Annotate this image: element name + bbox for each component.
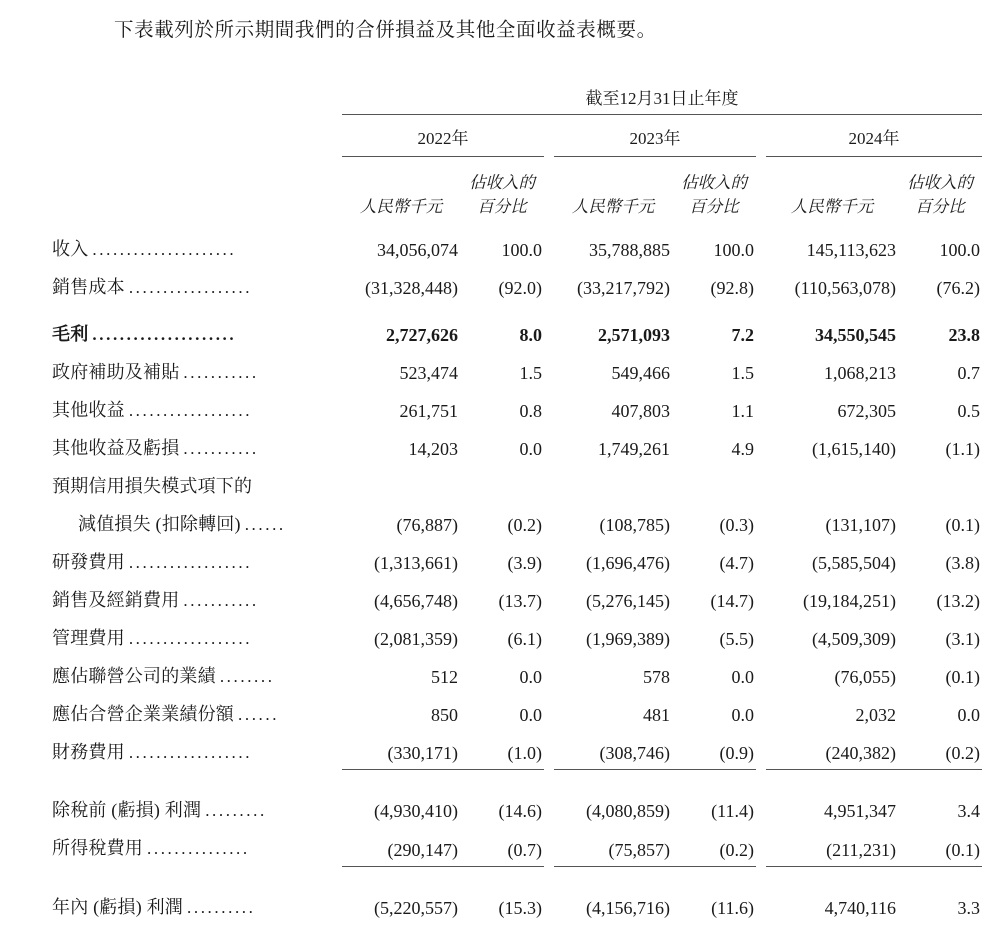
column-gap bbox=[756, 656, 766, 694]
cell-amount-2022: (1,313,661) bbox=[374, 552, 458, 573]
column-gap bbox=[756, 618, 766, 656]
cell-percent-2023: 1.1 bbox=[731, 400, 754, 421]
cell-percent-2023: 4.9 bbox=[731, 438, 754, 459]
row-label bbox=[52, 390, 342, 428]
cell-amount-2024: (131,107) bbox=[825, 514, 896, 535]
cell-percent-2024: 0.5 bbox=[957, 400, 980, 421]
column-gap bbox=[544, 229, 554, 267]
cell-percent-2023: (5.5) bbox=[719, 628, 754, 649]
cell-percent-2022: 100.0 bbox=[501, 239, 542, 260]
dot-leader: ........... bbox=[183, 362, 259, 382]
row-label-text: 預期信用損失模式項下的 bbox=[52, 475, 253, 496]
dot-leader: ............... bbox=[147, 839, 250, 859]
cell-percent-2024: 0.0 bbox=[957, 704, 980, 725]
unit-percent-2023 bbox=[672, 157, 756, 229]
row-label bbox=[52, 229, 342, 267]
row-label bbox=[52, 542, 342, 580]
cell-amount-2023: (1,696,476) bbox=[586, 552, 670, 573]
row-label bbox=[52, 786, 342, 828]
dot-leader: ...... bbox=[238, 704, 280, 724]
column-gap bbox=[756, 229, 766, 267]
unit-percent-2024-line1: 佔收入的 bbox=[907, 173, 973, 192]
table-row bbox=[52, 732, 982, 770]
row-label bbox=[52, 580, 342, 618]
row-label-text: 年內 (虧損) 利潤 bbox=[52, 896, 183, 917]
row-label-text: 財務費用 bbox=[52, 741, 125, 762]
cell-amount-2024: 672,305 bbox=[837, 400, 896, 421]
cell-percent-2022: (6.1) bbox=[507, 628, 542, 649]
cell-percent-2024: 23.8 bbox=[948, 324, 980, 345]
year-header-2024: 2024年 bbox=[848, 129, 900, 148]
dot-leader: ........ bbox=[219, 666, 275, 686]
cell-percent-2023: (0.2) bbox=[672, 828, 756, 866]
cell-amount-2023 bbox=[554, 466, 672, 504]
row-label-text: 除稅前 (虧損) 利潤 bbox=[52, 800, 202, 821]
cell-percent-2022: (15.3) bbox=[498, 897, 542, 918]
dot-leader: .................. bbox=[128, 628, 253, 648]
cell-percent-2024: (3.8) bbox=[945, 552, 980, 573]
cell-percent-2023: 0.0 bbox=[731, 666, 754, 687]
cell-amount-2023: (4,156,716) bbox=[586, 897, 670, 918]
column-gap bbox=[544, 428, 554, 466]
financial-summary-table bbox=[52, 84, 982, 925]
cell-amount-2022: 512 bbox=[431, 666, 458, 687]
cell-percent-2023: 1.5 bbox=[731, 362, 754, 383]
cell-amount-2024: 4,740,116 bbox=[824, 897, 896, 918]
unit-percent-2022 bbox=[460, 157, 544, 229]
cell-percent-2022: (13.7) bbox=[498, 590, 542, 611]
row-label-text: 銷售成本 bbox=[52, 276, 125, 297]
cell-percent-2023: (0.3) bbox=[719, 514, 754, 535]
column-gap bbox=[756, 580, 766, 618]
table-row bbox=[52, 656, 982, 694]
unit-amount-2022-line2: 人民幣千元 bbox=[359, 196, 443, 216]
unit-amount-2023-line2: 人民幣千元 bbox=[571, 196, 655, 216]
cell-amount-2023: (308,746) bbox=[554, 732, 672, 770]
unit-percent-2024 bbox=[898, 157, 982, 229]
cell-percent-2024: (1.1) bbox=[945, 438, 980, 459]
cell-percent-2022: (0.7) bbox=[460, 828, 544, 866]
year-header-2022: 2022年 bbox=[417, 129, 469, 148]
cell-amount-2024: 34,550,545 bbox=[815, 324, 896, 345]
row-label-text: 其他收益及虧損 bbox=[52, 437, 180, 458]
cell-percent-2024: (0.1) bbox=[898, 828, 982, 866]
table-row bbox=[52, 267, 982, 305]
cell-amount-2023: 549,466 bbox=[611, 362, 670, 383]
header-period-row bbox=[52, 84, 982, 114]
cell-amount-2023: (1,969,389) bbox=[586, 628, 670, 649]
column-gap bbox=[756, 504, 766, 542]
column-gap bbox=[756, 694, 766, 732]
row-label-text: 毛利 bbox=[52, 323, 89, 344]
row-label bbox=[52, 618, 342, 656]
column-gap bbox=[756, 732, 766, 770]
cell-amount-2024: 145,113,623 bbox=[806, 239, 896, 260]
table-row bbox=[52, 694, 982, 732]
cell-percent-2024: (76.2) bbox=[936, 277, 980, 298]
row-label bbox=[52, 314, 342, 352]
column-gap bbox=[544, 267, 554, 305]
cell-amount-2023: (33,217,792) bbox=[577, 277, 670, 298]
cell-amount-2024: (211,231) bbox=[766, 828, 898, 866]
dot-leader: .................. bbox=[128, 552, 253, 572]
column-gap bbox=[756, 542, 766, 580]
cell-amount-2022: 850 bbox=[431, 704, 458, 725]
row-label-text: 管理費用 bbox=[52, 627, 125, 648]
cell-percent-2023: 0.0 bbox=[731, 704, 754, 725]
cell-percent-2023: (4.7) bbox=[719, 552, 754, 573]
row-label bbox=[52, 828, 342, 866]
unit-percent-2022-line2: 百分比 bbox=[477, 196, 527, 216]
cell-amount-2022: (31,328,448) bbox=[365, 277, 458, 298]
cell-percent-2024: (0.2) bbox=[898, 732, 982, 770]
dot-leader: .................. bbox=[128, 742, 253, 762]
cell-amount-2023: (4,080,859) bbox=[586, 801, 670, 822]
table-row bbox=[52, 314, 982, 352]
cell-amount-2022: (76,887) bbox=[396, 514, 458, 535]
cell-percent-2024: 100.0 bbox=[939, 239, 980, 260]
dot-leader: .................. bbox=[128, 400, 253, 420]
cell-amount-2024: (5,585,504) bbox=[812, 552, 896, 573]
cell-percent-2022: 0.0 bbox=[519, 704, 542, 725]
header-year-row bbox=[52, 115, 982, 155]
row-label-text: 研發費用 bbox=[52, 551, 125, 572]
row-label-text: 應佔聯營公司的業績 bbox=[52, 665, 216, 686]
column-gap bbox=[756, 314, 766, 352]
unit-amount-2023 bbox=[554, 157, 672, 229]
unit-empty-cell bbox=[52, 157, 342, 229]
cell-amount-2024: 4,951,347 bbox=[824, 801, 896, 822]
cell-amount-2022: 261,751 bbox=[399, 400, 458, 421]
cell-percent-2024: (0.1) bbox=[945, 514, 980, 535]
table-row bbox=[52, 229, 982, 267]
dot-leader: ..................... bbox=[92, 324, 237, 344]
dot-leader: ..................... bbox=[92, 239, 237, 259]
row-label bbox=[52, 883, 342, 925]
cell-amount-2023: 2,571,093 bbox=[598, 324, 670, 345]
row-label-text: 其他收益 bbox=[52, 399, 125, 420]
column-gap bbox=[756, 267, 766, 305]
year-gap-2 bbox=[756, 115, 766, 155]
cell-percent-2024: (3.1) bbox=[945, 628, 980, 649]
cell-amount-2022 bbox=[342, 466, 460, 504]
cell-percent-2022: (92.0) bbox=[498, 277, 542, 298]
row-label bbox=[52, 732, 342, 770]
column-gap bbox=[756, 786, 766, 828]
year-empty-cell bbox=[52, 115, 342, 155]
cell-amount-2022: 14,203 bbox=[408, 438, 458, 459]
cell-percent-2024 bbox=[898, 466, 982, 504]
unit-gap-1 bbox=[544, 157, 554, 229]
table-row bbox=[52, 428, 982, 466]
period-header-label: 截至12月31日止年度 bbox=[585, 89, 739, 108]
row-label bbox=[52, 466, 342, 504]
cell-percent-2023: (0.9) bbox=[672, 732, 756, 770]
cell-amount-2022: (4,656,748) bbox=[374, 590, 458, 611]
cell-percent-2022: (14.6) bbox=[498, 801, 542, 822]
cell-percent-2024: 3.3 bbox=[957, 897, 980, 918]
table-row bbox=[52, 828, 982, 866]
cell-amount-2022: (2,081,359) bbox=[374, 628, 458, 649]
unit-percent-2024-line2: 百分比 bbox=[915, 196, 965, 216]
cell-percent-2024: (0.1) bbox=[945, 666, 980, 687]
cell-percent-2022: 0.0 bbox=[519, 666, 542, 687]
cell-amount-2024: 2,032 bbox=[855, 704, 896, 725]
cell-amount-2022: (5,220,557) bbox=[374, 897, 458, 918]
row-spacer-cell bbox=[52, 770, 982, 787]
column-gap bbox=[756, 428, 766, 466]
column-gap bbox=[544, 732, 554, 770]
column-gap bbox=[544, 466, 554, 504]
cell-amount-2022: (290,147) bbox=[342, 828, 460, 866]
unit-amount-2024-line2: 人民幣千元 bbox=[790, 196, 874, 216]
row-label bbox=[52, 694, 342, 732]
cell-percent-2022: (3.9) bbox=[507, 552, 542, 573]
cell-percent-2023: (92.8) bbox=[710, 277, 754, 298]
cell-percent-2022: 0.0 bbox=[519, 438, 542, 459]
cell-amount-2024: (19,184,251) bbox=[803, 590, 896, 611]
dot-leader: ........... bbox=[183, 438, 259, 458]
cell-amount-2022: (330,171) bbox=[342, 732, 460, 770]
cell-percent-2022: 8.0 bbox=[519, 324, 542, 345]
cell-percent-2022: 0.8 bbox=[519, 400, 542, 421]
cell-percent-2022: (1.0) bbox=[460, 732, 544, 770]
column-gap bbox=[544, 580, 554, 618]
cell-percent-2024: (13.2) bbox=[936, 590, 980, 611]
cell-percent-2024: 0.7 bbox=[957, 362, 980, 383]
cell-amount-2022: 34,056,074 bbox=[377, 239, 458, 260]
row-spacer bbox=[52, 770, 982, 787]
cell-amount-2023: 481 bbox=[643, 704, 670, 725]
cell-amount-2022: 2,727,626 bbox=[386, 324, 458, 345]
cell-amount-2024: (1,615,140) bbox=[812, 438, 896, 459]
cell-amount-2023: (108,785) bbox=[599, 514, 670, 535]
cell-percent-2022: 1.5 bbox=[519, 362, 542, 383]
table-row bbox=[52, 542, 982, 580]
column-gap bbox=[544, 390, 554, 428]
column-gap bbox=[544, 504, 554, 542]
column-gap bbox=[756, 390, 766, 428]
unit-percent-2023-line1: 佔收入的 bbox=[681, 173, 747, 192]
column-gap bbox=[756, 883, 766, 925]
cell-percent-2024: 3.4 bbox=[957, 801, 980, 822]
dot-leader: ......... bbox=[205, 801, 267, 821]
dot-leader: ........... bbox=[183, 590, 259, 610]
unit-percent-2023-line2: 百分比 bbox=[689, 196, 739, 216]
header-empty-cell bbox=[52, 84, 342, 114]
cell-percent-2023: 100.0 bbox=[713, 239, 754, 260]
column-gap bbox=[544, 786, 554, 828]
cell-percent-2022 bbox=[460, 466, 544, 504]
column-gap bbox=[544, 314, 554, 352]
row-label-text: 減值損失 (扣除轉回) bbox=[78, 513, 241, 534]
column-gap bbox=[544, 656, 554, 694]
row-label bbox=[52, 504, 342, 542]
column-gap bbox=[544, 828, 554, 866]
table-row bbox=[52, 580, 982, 618]
table-row bbox=[52, 883, 982, 925]
dot-leader: .................. bbox=[128, 277, 253, 297]
row-label-text: 收入 bbox=[52, 238, 89, 259]
cell-amount-2022: (4,930,410) bbox=[374, 801, 458, 822]
cell-amount-2023: 407,803 bbox=[611, 400, 670, 421]
column-gap bbox=[544, 883, 554, 925]
cell-amount-2022: 523,474 bbox=[399, 362, 458, 383]
column-gap bbox=[544, 542, 554, 580]
row-spacer-cell bbox=[52, 866, 982, 883]
cell-percent-2023: 7.2 bbox=[731, 324, 754, 345]
column-gap bbox=[544, 618, 554, 656]
row-label bbox=[52, 352, 342, 390]
table-row bbox=[52, 504, 982, 542]
cell-percent-2023: (11.6) bbox=[711, 897, 754, 918]
table-header bbox=[52, 84, 982, 229]
cell-percent-2023 bbox=[672, 466, 756, 504]
row-spacer-cell bbox=[52, 305, 982, 314]
unit-amount-2024 bbox=[766, 157, 898, 229]
row-label-text: 應佔合營企業業績份額 bbox=[52, 703, 234, 724]
cell-amount-2023: 578 bbox=[643, 666, 670, 687]
cell-amount-2024: (4,509,309) bbox=[812, 628, 896, 649]
intro-paragraph: 下表載列於所示期間我們的合併損益及其他全面收益表概要。 bbox=[114, 20, 657, 41]
cell-amount-2023: 1,749,261 bbox=[598, 438, 670, 459]
table-row bbox=[52, 618, 982, 656]
cell-amount-2024 bbox=[766, 466, 898, 504]
row-label bbox=[52, 656, 342, 694]
column-gap bbox=[756, 466, 766, 504]
row-label-text: 政府補助及補貼 bbox=[52, 361, 180, 382]
column-gap bbox=[544, 352, 554, 390]
column-gap bbox=[756, 828, 766, 866]
header-unit-row bbox=[52, 157, 982, 229]
cell-amount-2023: (5,276,145) bbox=[586, 590, 670, 611]
year-gap-1 bbox=[544, 115, 554, 155]
cell-amount-2024: (110,563,078) bbox=[794, 277, 896, 298]
cell-amount-2023: (75,857) bbox=[554, 828, 672, 866]
column-gap bbox=[756, 352, 766, 390]
year-header-2023: 2023年 bbox=[629, 129, 681, 148]
cell-amount-2024: (240,382) bbox=[766, 732, 898, 770]
table-body bbox=[52, 229, 982, 925]
cell-percent-2023: (14.7) bbox=[710, 590, 754, 611]
row-label bbox=[52, 428, 342, 466]
row-label-text: 所得稅費用 bbox=[52, 838, 143, 859]
table-row bbox=[52, 786, 982, 828]
dot-leader: ...... bbox=[244, 514, 286, 534]
unit-gap-2 bbox=[756, 157, 766, 229]
table-row bbox=[52, 390, 982, 428]
cell-amount-2023: 35,788,885 bbox=[589, 239, 670, 260]
row-label bbox=[52, 267, 342, 305]
row-spacer bbox=[52, 305, 982, 314]
column-gap bbox=[544, 694, 554, 732]
cell-amount-2024: 1,068,213 bbox=[824, 362, 896, 383]
cell-amount-2024: (76,055) bbox=[834, 666, 896, 687]
cell-percent-2023: (11.4) bbox=[711, 801, 754, 822]
table-row bbox=[52, 352, 982, 390]
row-spacer bbox=[52, 866, 982, 883]
dot-leader: .......... bbox=[187, 897, 256, 917]
cell-percent-2022: (0.2) bbox=[507, 514, 542, 535]
table-row bbox=[52, 466, 982, 504]
unit-amount-2022 bbox=[342, 157, 460, 229]
row-label-text: 銷售及經銷費用 bbox=[52, 589, 180, 610]
unit-percent-2022-line1: 佔收入的 bbox=[469, 173, 535, 192]
